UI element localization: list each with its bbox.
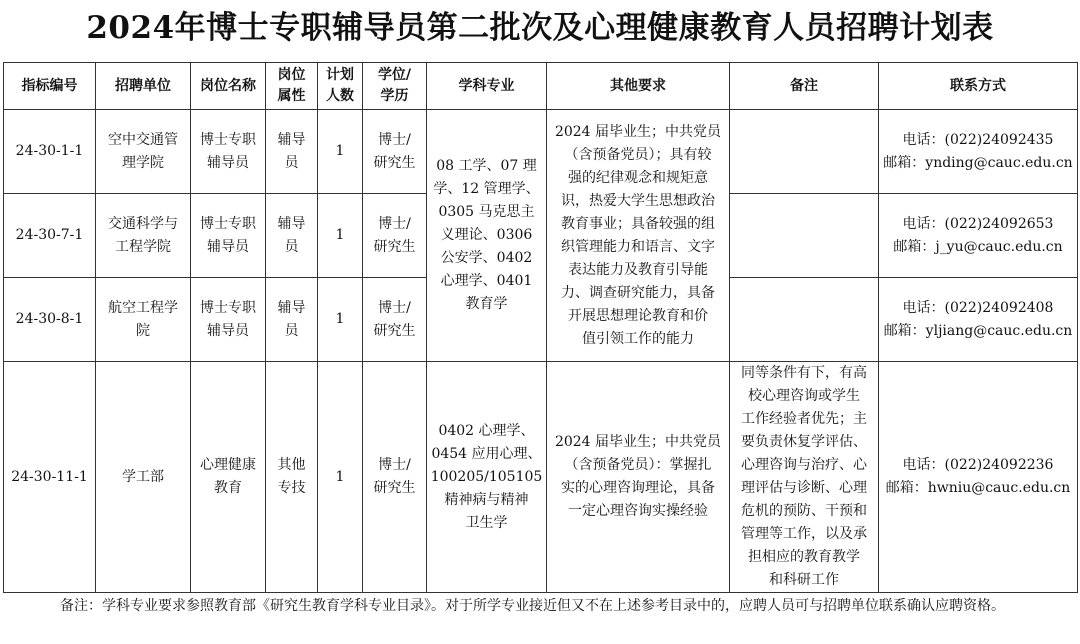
cell-code: 24-30-1-1 bbox=[4, 110, 96, 194]
cell-contact: 电话：(022)24092653 邮箱：j_yu@cauc.edu.cn bbox=[879, 194, 1078, 278]
header-contact: 联系方式 bbox=[879, 63, 1078, 110]
header-code: 指标编号 bbox=[4, 63, 96, 110]
cell-position: 博士专职 辅导员 bbox=[191, 194, 266, 278]
header-major: 学科专业 bbox=[427, 63, 547, 110]
cell-position: 心理健康 教育 bbox=[191, 362, 266, 593]
cell-contact: 电话：(022)24092435 邮箱：ynding@cauc.edu.cn bbox=[879, 110, 1078, 194]
cell-count: 1 bbox=[318, 362, 363, 593]
cell-remark bbox=[730, 194, 879, 278]
cell-attr: 辅导 员 bbox=[266, 278, 318, 362]
cell-contact: 电话：(022)24092408 邮箱：yljiang@cauc.edu.cn bbox=[879, 278, 1078, 362]
cell-count: 1 bbox=[318, 110, 363, 194]
header-remark: 备注 bbox=[730, 63, 879, 110]
cell-code: 24-30-11-1 bbox=[4, 362, 96, 593]
recruitment-plan-table bbox=[3, 62, 1078, 593]
cell-unit: 学工部 bbox=[96, 362, 191, 593]
cell-code: 24-30-8-1 bbox=[4, 278, 96, 362]
cell-count: 1 bbox=[318, 194, 363, 278]
cell-remark bbox=[730, 110, 879, 194]
cell-degree: 博士/ 研究生 bbox=[363, 278, 427, 362]
header-other: 其他要求 bbox=[547, 63, 730, 110]
cell-degree: 博士/ 研究生 bbox=[363, 362, 427, 593]
cell-degree: 博士/ 研究生 bbox=[363, 194, 427, 278]
cell-remark: 同等条件有下，有高 校心理咨询或学生 工作经验者优先；主 要负责休复学评估、 心理咨询与治疗、心 理评估与诊断、心理 危机的预防、干预和 管理等工作，以及承 担相应的教育教学 和科研工作 bbox=[730, 362, 879, 593]
header-attr: 岗位 属性 bbox=[266, 63, 318, 110]
cell-attr: 其他 专技 bbox=[266, 362, 318, 593]
cell-unit: 空中交通管 理学院 bbox=[96, 110, 191, 194]
cell-unit: 航空工程学 院 bbox=[96, 278, 191, 362]
cell-unit: 交通科学与 工程学院 bbox=[96, 194, 191, 278]
header-degree: 学位/ 学历 bbox=[363, 63, 427, 110]
table-header-row bbox=[4, 63, 1078, 110]
cell-position: 博士专职 辅导员 bbox=[191, 110, 266, 194]
header-position: 岗位名称 bbox=[191, 63, 266, 110]
cell-other: 2024 届毕业生；中共党员 （含预备党员）：掌握扎 实的心理咨询理论，具备 一定心理咨询实操经验 bbox=[547, 362, 730, 593]
table-row bbox=[4, 362, 1078, 593]
cell-contact: 电话：(022)24092236 邮箱：hwniu@cauc.edu.cn bbox=[879, 362, 1078, 593]
page-title: 2024年博士专职辅导员第二批次及心理健康教育人员招聘计划表 bbox=[86, 10, 994, 46]
cell-position: 博士专职 辅导员 bbox=[191, 278, 266, 362]
cell-attr: 辅导 员 bbox=[266, 110, 318, 194]
table-row bbox=[4, 110, 1078, 194]
cell-major: 0402 心理学、 0454 应用心理、 100205/105105 精神病与精神 卫生学 bbox=[427, 362, 547, 593]
cell-major-shared: 08 工学、07 理 学、12 管理学、 0305 马克思主 义理论、0306 公安学、0402 心理学、0401 教育学 bbox=[427, 110, 547, 362]
cell-other-shared: 2024 届毕业生；中共党员 （含预备党员）；具有较 强的纪律观念和规矩意 识，热爱大学生思想政治 教育事业；具备较强的组 织管理能力和语言、文字 表达能力及教育引导能 力、调查研究能力，具备 开展思想理论教育和价 值引领工作的能力 bbox=[547, 110, 730, 362]
footnote: 备注：学科专业要求参照教育部《研究生教育学科专业目录》。对于所学专业接近但又不在上述参考目录中的，应聘人员可与招聘单位联系确认应聘资格。 bbox=[60, 598, 1005, 614]
cell-degree: 博士/ 研究生 bbox=[363, 110, 427, 194]
cell-attr: 辅导 员 bbox=[266, 194, 318, 278]
cell-remark bbox=[730, 278, 879, 362]
header-count: 计划 人数 bbox=[318, 63, 363, 110]
cell-count: 1 bbox=[318, 278, 363, 362]
header-unit: 招聘单位 bbox=[96, 63, 191, 110]
cell-code: 24-30-7-1 bbox=[4, 194, 96, 278]
